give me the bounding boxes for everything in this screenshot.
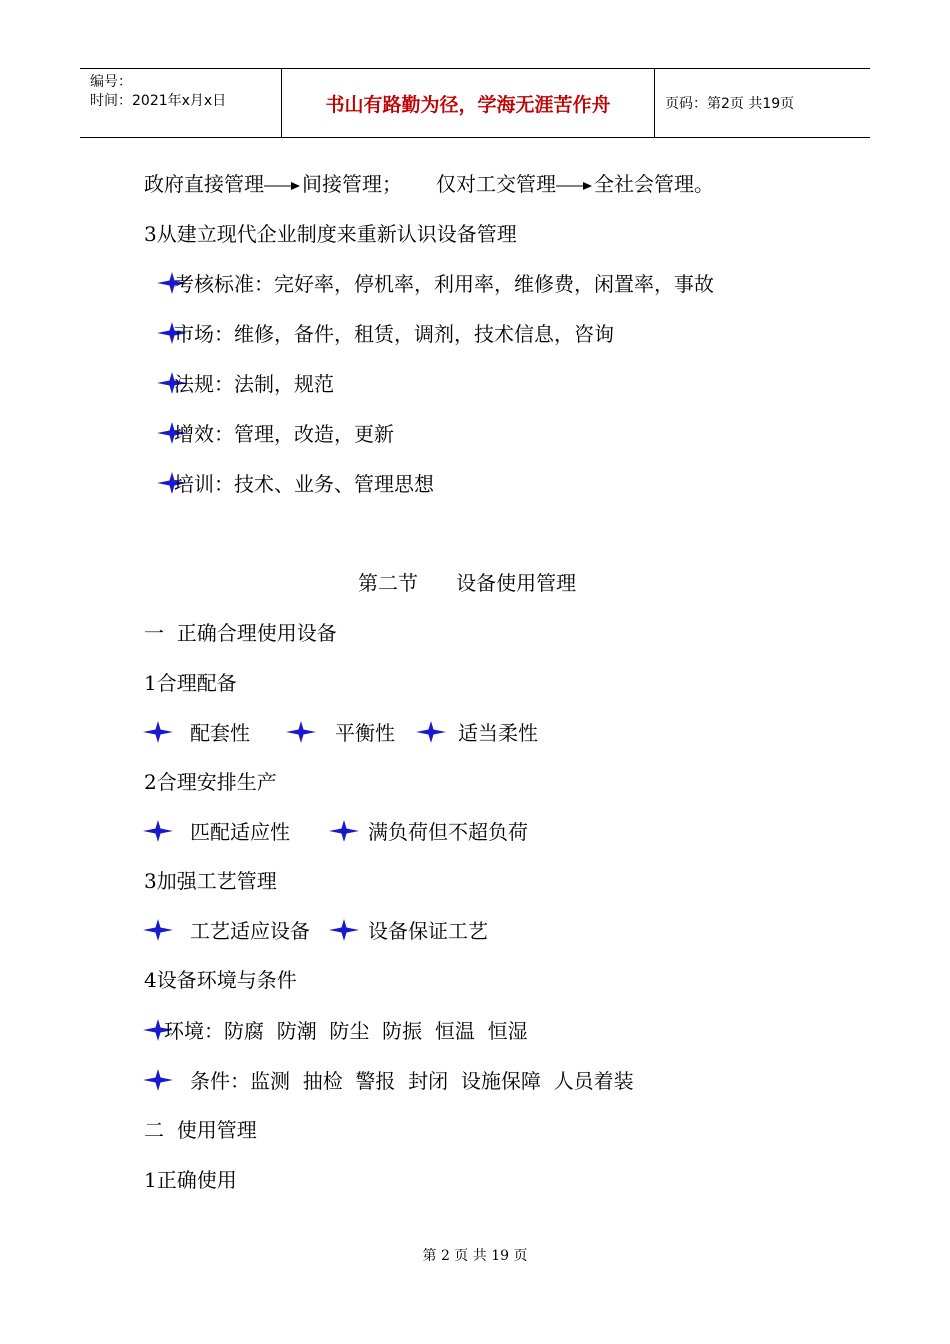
subsection-4-title: 4设备环境与条件	[144, 968, 297, 992]
list-item: 满负荷但不超负荷	[368, 820, 528, 844]
text-indirect-management: 间接管理；	[302, 172, 402, 196]
arrow-right-icon	[264, 181, 300, 191]
star-bullet-icon	[143, 1069, 173, 1091]
list-item: 设备保证工艺	[368, 919, 488, 943]
text-industry-management: 仅对工交管理	[436, 172, 556, 196]
part-2-title: 二 使用管理	[144, 1118, 257, 1142]
star-bullet-icon	[286, 721, 316, 743]
list-item: 环境：防腐 防潮 防尘 防振 恒温 恒湿	[164, 1019, 528, 1043]
list-item: 法规：法制，规范	[174, 372, 334, 396]
star-bullet-icon	[416, 721, 446, 743]
list-item: 市场：维修，备件，租赁，调剂，技术信息，咨询	[174, 322, 614, 346]
header-page-info: 页码：第2页 共19页	[665, 96, 795, 112]
subsection-1-title: 1合理配备	[144, 671, 237, 695]
list-item: 适当柔性	[458, 721, 538, 745]
text-society-management: 全社会管理。	[594, 172, 714, 196]
subsection-3-title: 3加强工艺管理	[144, 869, 277, 893]
header-motto: 书山有路勤为径，学海无涯苦作舟	[282, 69, 655, 137]
section-heading: 第二节 设备使用管理	[358, 571, 577, 595]
star-bullet-icon	[143, 721, 173, 743]
list-item: 增效：管理，改造，更新	[174, 422, 394, 446]
star-bullet-icon	[329, 919, 359, 941]
star-bullet-icon	[143, 919, 173, 941]
management-shift-line	[144, 169, 714, 199]
page-header	[80, 68, 870, 138]
list-item: 配套性	[190, 721, 250, 745]
list-item: 培训：技术、业务、管理思想	[174, 472, 434, 496]
time-label: 时间：2021年x月x日	[90, 93, 227, 109]
part-2-sub-1: 1正确使用	[144, 1168, 237, 1192]
page-footer: 第 2 页 共 19 页	[422, 1248, 528, 1264]
star-bullet-icon	[143, 820, 173, 842]
star-bullet-icon	[329, 820, 359, 842]
subsection-2-title: 2合理安排生产	[144, 770, 277, 794]
text-direct-management: 政府直接管理	[144, 172, 264, 196]
list-item: 工艺适应设备	[190, 919, 310, 943]
part-1-title: 一 正确合理使用设备	[144, 621, 337, 645]
section-3-title: 3从建立现代企业制度来重新认识设备管理	[144, 222, 517, 246]
list-item: 平衡性	[335, 721, 395, 745]
list-item: 条件：监测 抽检 警报 封闭 设施保障 人员着装	[190, 1069, 634, 1093]
list-item: 匹配适应性	[190, 820, 290, 844]
list-item: 考核标准：完好率，停机率，利用率，维修费，闲置率，事故	[174, 272, 714, 296]
arrow-right-icon	[556, 181, 592, 191]
number-label: 编号：	[90, 74, 132, 90]
header-meta	[80, 69, 282, 137]
